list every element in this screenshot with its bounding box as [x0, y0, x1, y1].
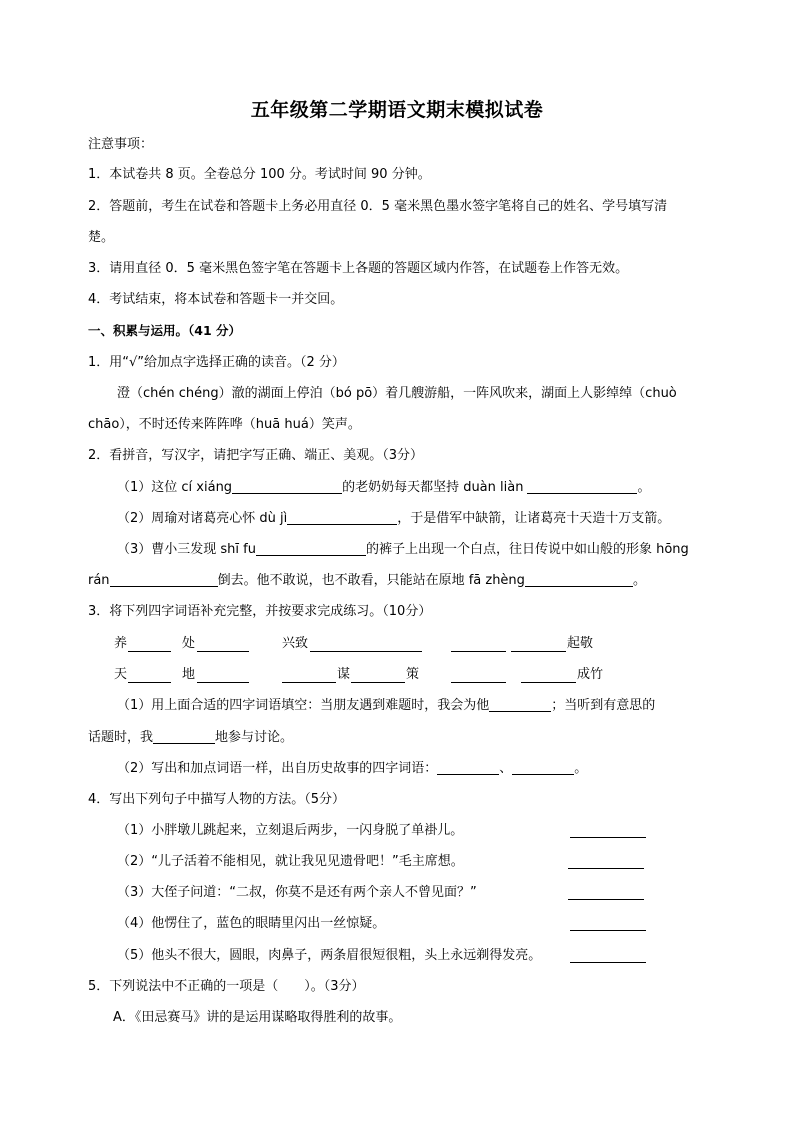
idiom-char: 天	[114, 667, 128, 682]
idiom-char: 处	[182, 636, 196, 651]
note-item: 1．本试卷共 8 页。全卷总分 100 分。考试时间 90 分钟。	[88, 167, 431, 182]
question-4-item: （3）大侄子问道：“二叔，你莫不是还有两个亲人不曾见面？”	[117, 885, 477, 900]
text: rán	[88, 573, 110, 588]
answer-blank[interactable]	[521, 682, 576, 683]
answer-blank[interactable]	[451, 682, 506, 683]
question-1-text: 澄（chén chéng）澈的湖面上停泊（bó pō）着几艘游船，一阵风吹来，湖面上人影绰绰（chuò	[117, 386, 677, 401]
text: ；当听到有意思的	[551, 698, 656, 713]
text: 倒去。他不敢说，也不敢看，只能站在原地 fā zhèng	[217, 573, 525, 588]
note-item: 楚。	[88, 230, 115, 245]
answer-blank[interactable]	[511, 651, 566, 652]
text: 、	[499, 761, 513, 776]
question-2-item-1	[117, 479, 650, 497]
answer-blank[interactable]	[568, 868, 644, 869]
text: 地参与讨论。	[215, 730, 294, 745]
question-2-stem: 2．看拼音，写汉字，请把字写正确、端正、美观。（3分）	[88, 448, 424, 463]
notes-heading: 注意事项：	[88, 137, 154, 152]
answer-blank[interactable]	[568, 899, 644, 900]
answer-blank[interactable]	[570, 962, 646, 963]
question-5-stem: 5．下列说法中不正确的一项是（ ）。（3分）	[88, 979, 365, 994]
answer-blank[interactable]	[197, 682, 249, 683]
exam-title: 五年级第二学期语文期末模拟试卷	[250, 99, 544, 121]
question-1-text: chāo），不时还传来阵阵哗（huā huá）笑声。	[88, 417, 361, 432]
answer-blank[interactable]	[256, 541, 366, 556]
text: （2）周瑜对诸葛亮心怀 dù jì	[117, 511, 288, 526]
question-3-stem: 3．将下列四字词语补充完整，并按要求完成练习。（10分）	[88, 604, 432, 619]
question-3-part-2	[117, 760, 587, 778]
text: （2）写出和加点词语一样，出自历史故事的四字词语：	[117, 761, 438, 776]
text: （1）用上面合适的四字词语填空：当朋友遇到难题时，我会为他	[117, 698, 490, 713]
text: 。	[632, 573, 646, 588]
idiom-char: 地	[182, 667, 196, 682]
text: 的老奶奶每天都坚持 duàn liàn	[342, 480, 524, 495]
answer-blank[interactable]	[351, 682, 405, 683]
answer-blank[interactable]	[570, 930, 646, 931]
question-3-part-1-cont	[88, 729, 293, 747]
text: （1）这位 cí xiáng	[117, 480, 233, 495]
section-heading: 一、积累与运用。（41 分）	[88, 323, 241, 338]
answer-blank[interactable]	[110, 572, 218, 587]
question-4-item: （1）小胖墩儿跳起来，立刻退后两步，一闪身脱了单褂儿。	[117, 823, 464, 838]
answer-blank[interactable]	[128, 682, 171, 683]
note-item: 2．答题前，考生在试卷和答题卡上务必用直径 0．5 毫米黑色墨水签字笔将自己的姓名、学号填写清	[88, 199, 668, 214]
question-4-stem: 4．写出下列句子中描写人物的方法。（5分）	[88, 792, 346, 807]
answer-blank[interactable]	[525, 572, 633, 587]
note-item: 3．请用直径 0．5 毫米黑色签字笔在答题卡上各题的答题区域内作答，在试题卷上作答无效。	[88, 261, 629, 276]
answer-blank[interactable]	[451, 651, 506, 652]
question-4-item: （2）“儿子活着不能相见，就让我见见遗骨吧！”毛主席想。	[117, 854, 464, 869]
text: 的裤子上出现一个白点，往日传说中如山般的形象 hōng	[365, 542, 689, 557]
idiom-char: 谋	[337, 667, 351, 682]
question-1-stem: 1．用“√”给加点字选择正确的读音。（2 分）	[88, 355, 345, 370]
question-4-item: （4）他愣住了，蓝色的眼睛里闪出一丝惊疑。	[117, 916, 386, 931]
answer-blank[interactable]	[570, 837, 646, 838]
question-5-option-a[interactable]: A．《田忌赛马》讲的是运用谋略取得胜利的故事。	[113, 1010, 402, 1025]
answer-blank[interactable]	[128, 651, 171, 652]
answer-blank[interactable]	[437, 760, 499, 775]
question-3-part-1	[117, 697, 655, 715]
answer-blank[interactable]	[310, 651, 422, 652]
question-2-item-2	[117, 510, 670, 528]
note-item: 4．考试结束，将本试卷和答题卡一并交回。	[88, 292, 344, 307]
text: （3）曹小三发现 shī fu	[117, 542, 256, 557]
answer-blank[interactable]	[287, 510, 397, 525]
answer-blank[interactable]	[282, 682, 336, 683]
answer-blank[interactable]	[489, 697, 551, 712]
answer-blank[interactable]	[512, 760, 574, 775]
answer-blank[interactable]	[232, 479, 342, 494]
text: 。	[637, 480, 651, 495]
text: 话题时，我	[88, 730, 154, 745]
text: 。	[574, 761, 588, 776]
question-2-item-3-cont	[88, 572, 646, 590]
question-2-item-3	[117, 541, 689, 559]
idiom-char: 起敬	[567, 636, 594, 651]
idiom-char: 养	[114, 636, 128, 651]
answer-blank[interactable]	[153, 729, 215, 744]
idiom-char: 策	[406, 667, 420, 682]
answer-blank[interactable]	[527, 479, 637, 494]
idiom-char: 兴致	[282, 636, 309, 651]
text: ，于是借军中缺箭，让诸葛亮十天造十万支箭。	[397, 511, 671, 526]
idiom-char: 成竹	[577, 667, 604, 682]
answer-blank[interactable]	[197, 651, 249, 652]
question-4-item: （5）他头不很大，圆眼，肉鼻子，两条眉很短很粗，头上永远剃得发亮。	[117, 948, 542, 963]
